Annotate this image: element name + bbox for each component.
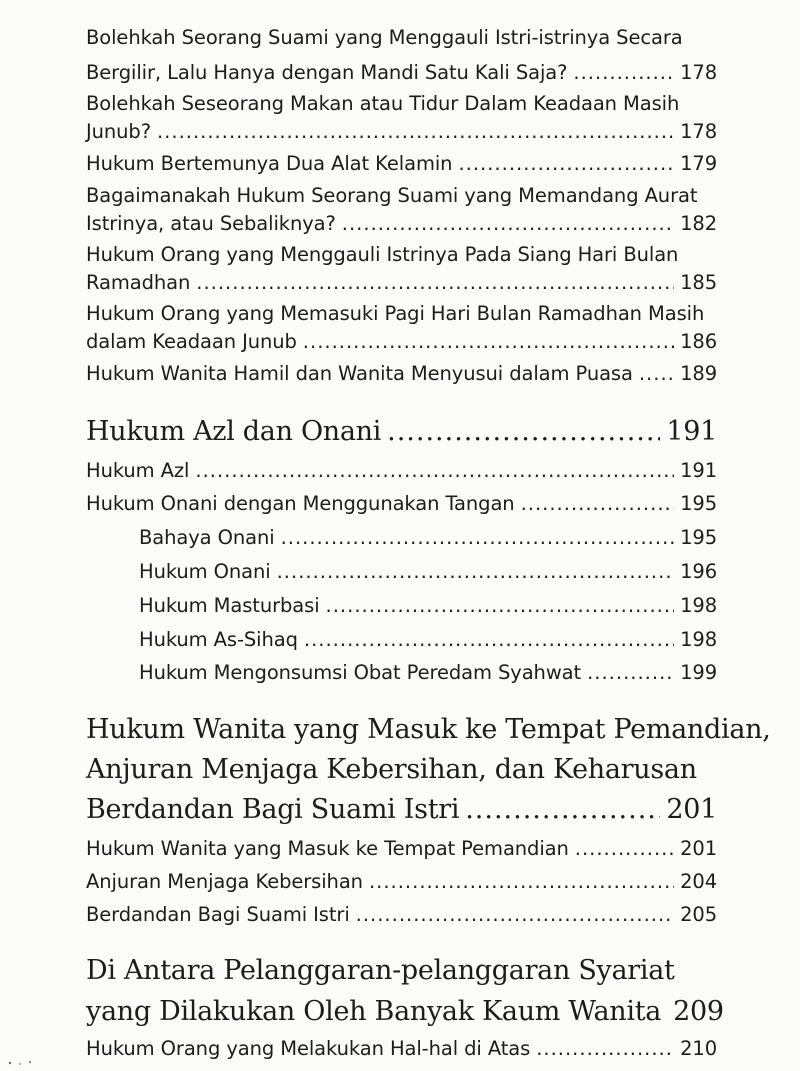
entry-title-line: Berdandan Bagi Suami Istri (86, 903, 350, 926)
chapter-title-line: Berdandan Bagi Suami Istri (86, 794, 460, 825)
entry-title-line: Hukum Masturbasi (139, 594, 320, 617)
dot-leader (575, 837, 674, 860)
entry-title-line: Hukum Orang yang Memasuki Pagi Hari Bulan Ramadhan Masih (86, 302, 705, 325)
chapter-title-line: Anjuran Menjaga Kebersihan, dan Keharusan (86, 754, 697, 785)
scan-speck-icon (6, 1058, 46, 1066)
page-number: 189 (680, 362, 717, 385)
dot-leader (326, 594, 675, 617)
chapter-title-line: Hukum Wanita yang Masuk ke Tempat Pemandian, (86, 714, 771, 745)
entry-title-line: Hukum Wanita Hamil dan Wanita Menyusui dalam Puasa (86, 362, 633, 385)
page-number: 185 (680, 271, 717, 294)
page-number: 205 (680, 903, 717, 926)
dot-leader (587, 661, 674, 684)
entry-title-line: Hukum As-Sihaq (139, 628, 298, 651)
dot-leader (157, 120, 674, 143)
dot-leader (342, 212, 674, 235)
dot-leader (573, 61, 674, 84)
entry-title-line: Junub? (86, 120, 151, 143)
entry-title-line: Hukum Onani dengan Menggunakan Tangan (86, 492, 515, 515)
chapter-title-line: yang Dilakukan Oleh Banyak Kaum Wanita (86, 996, 662, 1027)
page-number: 198 (680, 628, 717, 651)
dot-leader (369, 870, 674, 893)
page-number: 179 (680, 152, 717, 175)
page-number: 204 (680, 870, 717, 893)
entry-title-line: Hukum Azl (86, 459, 190, 482)
entry-title-line: Hukum Mengonsumsi Obat Peredam Syahwat (139, 661, 582, 684)
page-number: 178 (680, 61, 717, 84)
page-number: 195 (680, 526, 717, 549)
entry-title-line: dalam Keadaan Junub (86, 330, 297, 353)
dot-leader (356, 903, 674, 926)
entry-title-line: Istrinya, atau Sebaliknya? (86, 212, 336, 235)
page-number: 191 (666, 416, 717, 447)
page-number: 196 (680, 560, 717, 583)
entry-title-line: Bahaya Onani (139, 526, 275, 549)
entry-title-line: Bolehkah Seorang Suami yang Menggauli Istri-istrinya Secara (86, 26, 683, 49)
page-number: 198 (680, 594, 717, 617)
page-number: 191 (680, 459, 717, 482)
entry-title-line: Bergilir, Lalu Hanya dengan Mandi Satu Kali Saja? (86, 61, 568, 84)
entry-title-line: Hukum Bertemunya Dua Alat Kelamin (86, 152, 453, 175)
page-number: 209 (673, 996, 724, 1027)
dot-leader (387, 416, 660, 447)
entry-title-line: Bolehkah Seseorang Makan atau Tidur Dalam Keadaan Masih (86, 92, 680, 115)
page-number: 195 (680, 492, 717, 515)
entry-title-line: Ramadhan (86, 271, 191, 294)
dot-leader (277, 560, 674, 583)
entry-title-line: Hukum Orang yang Menggauli Istrinya Pada Siang Hari Bulan (86, 243, 679, 266)
chapter-title-line: Hukum Azl dan Onani (86, 416, 382, 447)
dot-leader (465, 794, 660, 825)
entry-title-line: Hukum Orang yang Melakukan Hal-hal di Atas (86, 1037, 531, 1060)
page-number: 199 (680, 661, 717, 684)
dot-leader (303, 330, 674, 353)
entry-title-line: Anjuran Menjaga Kebersihan (86, 870, 363, 893)
dot-leader (195, 459, 674, 482)
chapter-title-line: Di Antara Pelanggaran-pelanggaran Syariat (86, 955, 675, 986)
dot-leader (458, 152, 674, 175)
page-number: 182 (680, 212, 717, 235)
dot-leader (639, 362, 674, 385)
page-number: 178 (680, 120, 717, 143)
dot-leader (196, 271, 674, 294)
dot-leader (521, 492, 675, 515)
dot-leader (281, 526, 675, 549)
page-number: 210 (680, 1037, 717, 1060)
entry-title-line: Hukum Onani (139, 560, 271, 583)
page-number: 201 (680, 837, 717, 860)
dot-leader (304, 628, 674, 651)
entry-title-line: Hukum Wanita yang Masuk ke Tempat Pemandian (86, 837, 569, 860)
page-number: 201 (666, 794, 717, 825)
page-number: 186 (680, 330, 717, 353)
entry-title-line: Bagaimanakah Hukum Seorang Suami yang Memandang Aurat (86, 184, 698, 207)
dot-leader (536, 1037, 674, 1060)
